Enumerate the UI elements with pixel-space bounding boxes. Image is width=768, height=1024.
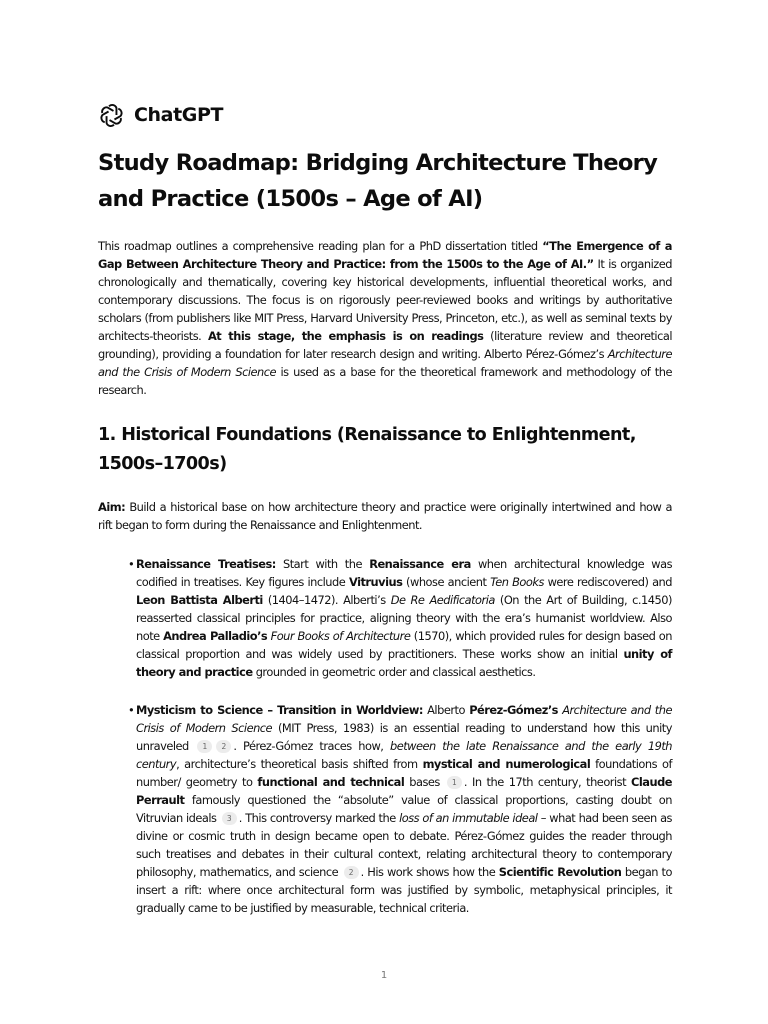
book-title: Architecture and the Crisis of Modern Science <box>98 347 672 379</box>
dissertation-title: “The Emergence of a Gap Between Architecture Theory and Practice: from the 1500s to the Age of AI.” <box>98 239 672 271</box>
item-text: famously questioned the “absolute” value of classical proportions, casting doubt on Vitruvian ideals <box>136 793 672 825</box>
item-emphasis: Scientific Revolution <box>498 865 622 879</box>
item-text: Start with the <box>275 557 370 571</box>
item-text: . Pérez-Gómez traces how, <box>233 739 390 753</box>
item-text: . In the 17th century, theorist <box>463 775 632 789</box>
item-text: , architecture’s theoretical basis shifted from <box>176 757 423 771</box>
item-text: (1570), which provided rules for design based on classical proportion and was widely used by practitioners. These works show an initial <box>136 629 672 661</box>
section-heading: 1. Historical Foundations (Renaissance to Enlightenment, 1500s–1700s) <box>98 425 636 474</box>
intro-text: (literature review and theoretical grounding), providing a foundation for later research design and writing. Alberto Pérez-Gómez’s <box>98 329 672 361</box>
document-title: Study Roadmap: Bridging Architecture Theory and Practice (1500s – Age of AI) <box>98 150 658 212</box>
item-italic: between the late Renaissance and the early 19th century <box>136 739 673 771</box>
item-text: Alberto <box>422 703 470 717</box>
openai-logo-icon <box>98 102 125 129</box>
aim-paragraph <box>98 498 672 534</box>
intro-text: This roadmap outlines a comprehensive reading plan for a PhD dissertation titled <box>98 239 543 253</box>
item-text: (1404–1472). Alberti’s <box>262 593 391 607</box>
item-text: when architectural knowledge was codified in treatises. Key figures include <box>136 557 673 589</box>
item-text: – what had been seen as divine or cosmic truth in design became open to debate. Pérez-Gómez guides the reader through such treatises and debates in their cultural context, relating architectural theory to contemporary philosophy, mathematics, and science <box>136 811 672 879</box>
brand-header <box>98 101 223 129</box>
item-text: foundations of number/ geometry to <box>136 757 672 789</box>
item-heading: Renaissance Treatises: <box>136 557 276 571</box>
item-italic: loss of an immutable ideal <box>399 811 538 825</box>
item-text: began to insert a rift: where once architectural form was justified by symbolic, metaphysical principles, it gradually came to be justified by measurable, technical criteria. <box>136 865 672 915</box>
item-emphasis: Andrea Palladio’s <box>163 629 268 643</box>
book-title: Ten Books <box>490 575 544 589</box>
document-body <box>98 145 672 917</box>
page-number: 1 <box>380 970 388 981</box>
citation-badge[interactable]: 3 <box>222 812 237 825</box>
item-emphasis: unity of theory and practice <box>136 647 672 679</box>
item-text: (MIT Press, 1983) is an essential reading to understand how this unity unraveled <box>136 721 672 753</box>
list-item-mysticism-to-science <box>98 701 672 917</box>
citation-badge[interactable]: 2 <box>344 866 359 879</box>
intro-paragraph <box>98 237 672 399</box>
brand-name: ChatGPT <box>134 104 224 126</box>
citation-badge[interactable]: 1 <box>197 740 212 753</box>
item-emphasis: Vitruvius <box>348 575 403 589</box>
item-text: (whose ancient <box>402 575 491 589</box>
book-title: Architecture and the Crisis of Modern Science <box>136 703 672 735</box>
item-text: grounded in geometric order and classical aesthetics. <box>252 665 536 679</box>
item-emphasis: Leon Battista Alberti <box>136 593 263 607</box>
item-text: bases <box>404 775 445 789</box>
item-emphasis: Renaissance era <box>369 557 471 571</box>
book-title: De Re Aedificatoria <box>390 593 495 607</box>
item-heading: Mysticism to Science – Transition in Worldview: <box>136 703 423 717</box>
aim-label: Aim: <box>98 500 126 514</box>
item-text: were rediscovered) and <box>543 575 672 589</box>
book-title: Four Books of Architecture <box>270 629 411 643</box>
aim-text: Build a historical base on how architecture theory and practice were originally intertwined and how a rift began to form during the Renaissance and Enlightenment. <box>98 500 672 532</box>
intro-emphasis: At this stage, the emphasis is on readings <box>207 329 484 343</box>
list-item-renaissance-treatises <box>98 555 672 681</box>
citation-badge[interactable]: 2 <box>216 740 231 753</box>
item-emphasis: Claude Perrault <box>136 775 672 807</box>
item-text: . His work shows how the <box>360 865 499 879</box>
item-emphasis: mystical and numerological <box>422 757 591 771</box>
intro-text: It is organized chronologically and thematically, covering key historical developments, influential theoretical works, and contemporary discussions. The focus is on rigorously peer-reviewed books and writings by authoritative scholars (from publishers like MIT Press, Harvard University Press, Princeton, etc.), as well as seminal texts by architects-theorists. <box>98 257 672 343</box>
intro-text: is used as a base for the theoretical framework and methodology of the research. <box>98 365 672 397</box>
item-text: . This controversy marked the <box>238 811 400 825</box>
item-emphasis: Pérez-Gómez’s <box>469 703 558 717</box>
item-emphasis: functional and technical <box>257 775 405 789</box>
item-text: (On the Art of Building, c.1450) reasserted classical principles for practice, aligning theory with the era’s humanist worldview. Also note <box>136 593 672 643</box>
citation-badge[interactable]: 1 <box>447 776 462 789</box>
reading-list <box>98 555 672 917</box>
